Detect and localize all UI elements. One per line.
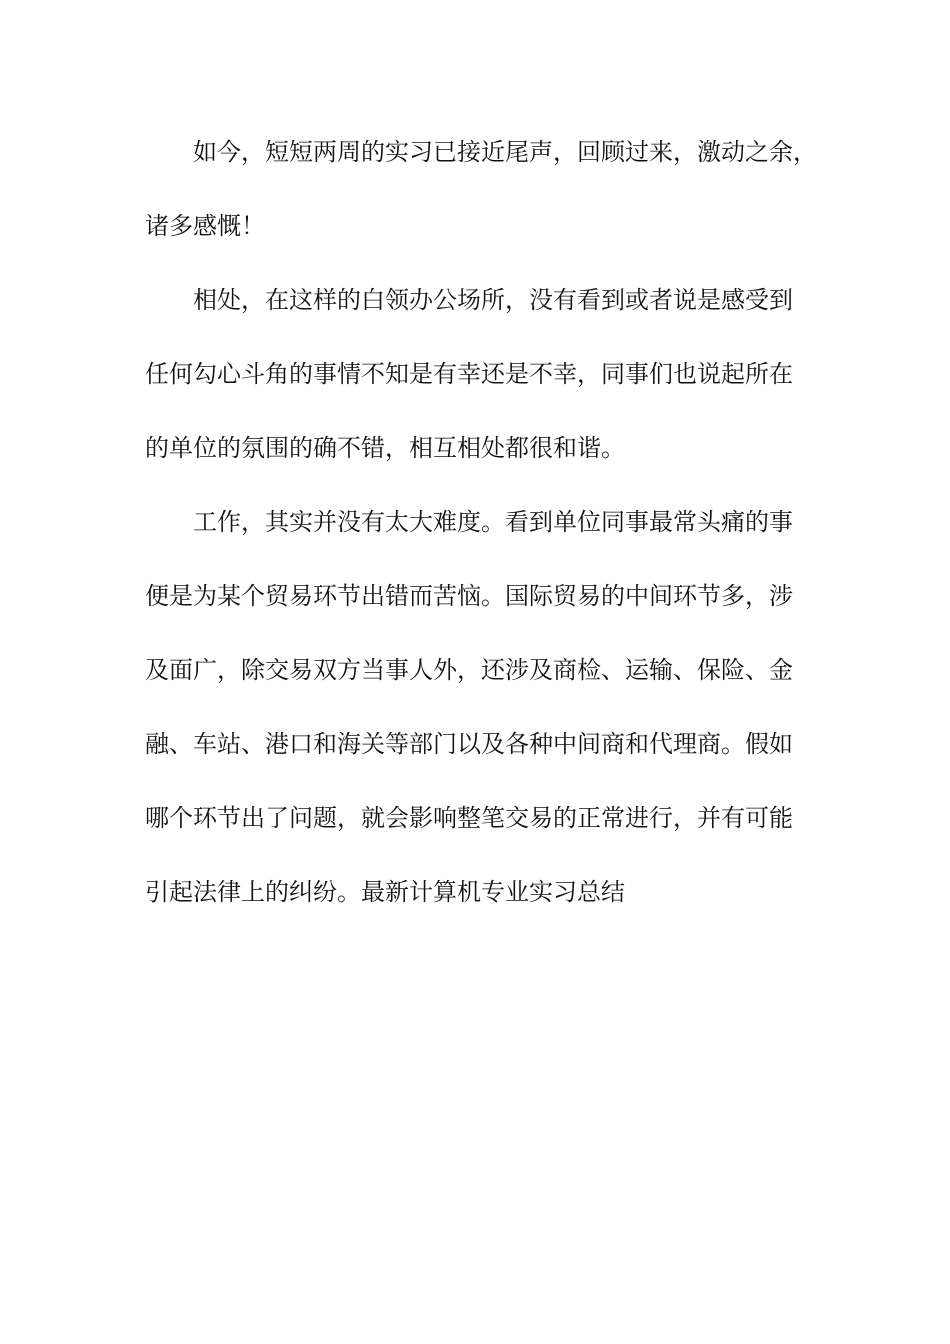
- paragraph-line: 如今，短短两周的实习已接近尾声，回顾过来，激动之余，: [193, 138, 817, 166]
- paragraph-line: 引起法律上的纠纷。最新计算机专业实习总结: [145, 878, 625, 906]
- paragraph: [145, 498, 815, 942]
- document-body: [145, 128, 815, 942]
- paragraph-line: 的单位的氛围的确不错，相互相处都很和谐。: [145, 434, 625, 462]
- paragraph-line: 及面广，除交易双方当事人外，还涉及商检、运输、保险、金: [145, 656, 793, 684]
- paragraph-line: 便是为某个贸易环节出错而苦恼。国际贸易的中间环节多，涉: [145, 582, 793, 610]
- paragraph-line: 诸多感慨！: [145, 212, 265, 240]
- paragraph-line: 工作，其实并没有太大难度。看到单位同事最常头痛的事: [193, 508, 793, 536]
- paragraph-line: 相处，在这样的白领办公场所，没有看到或者说是感受到: [193, 286, 793, 314]
- paragraph-line: 融、车站、港口和海关等部门以及各种中间商和代理商。假如: [145, 730, 793, 758]
- paragraph: [145, 128, 815, 276]
- paragraph-line: 哪个环节出了问题，就会影响整笔交易的正常进行，并有可能: [145, 804, 793, 832]
- paragraph: [145, 276, 815, 498]
- paragraph-line: 任何勾心斗角的事情不知是有幸还是不幸，同事们也说起所在: [145, 360, 793, 388]
